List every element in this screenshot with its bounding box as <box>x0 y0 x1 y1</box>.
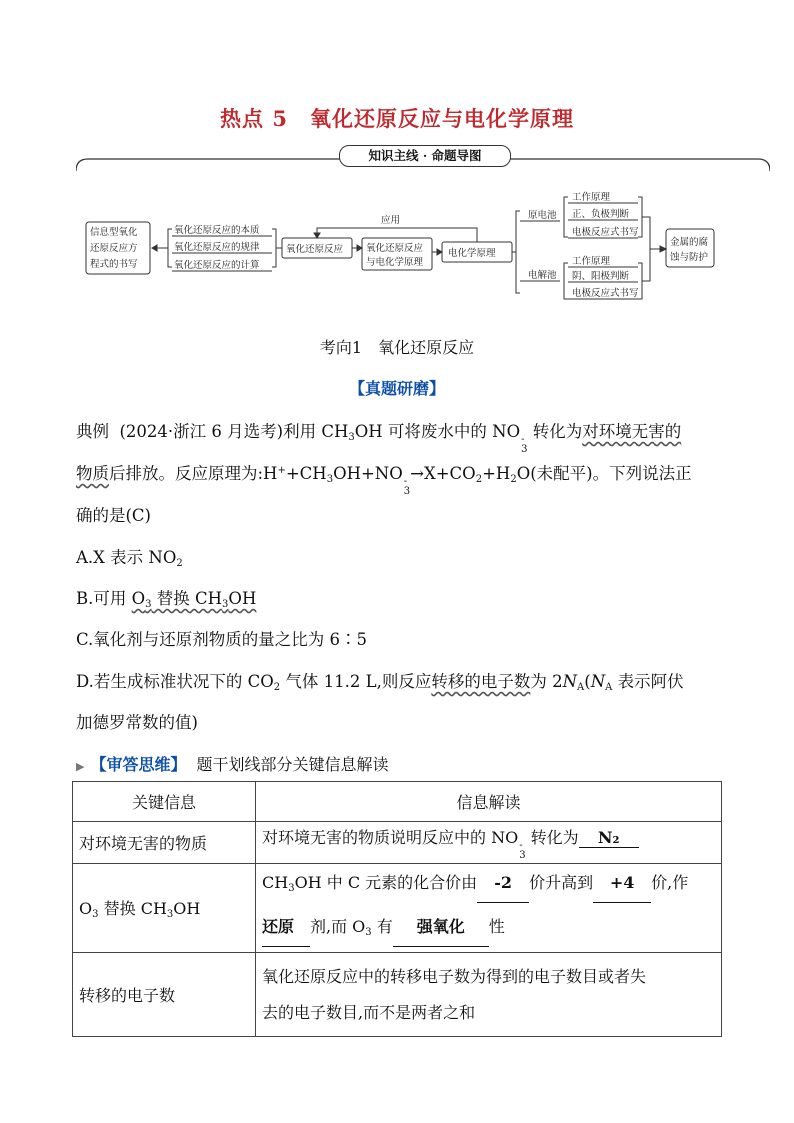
section-name: 氧化还原反应 <box>378 338 475 357</box>
row2-key: $O_3$ 替换 $CH_3OH$ <box>73 864 256 953</box>
row3-key: 转移的电子数 <box>73 953 256 1037</box>
row2-interpretation: $CH_3OH$ 中 C 元素的化合价由 -2 价升高到 +4 价,作 还原 剂,而 $O_3$ 有 强氧化 性 <box>256 864 722 953</box>
center-mid-line-1: 氧化还原反应 <box>366 243 424 254</box>
top-item-1: 工作原理 <box>572 192 611 203</box>
tag-label: 【真题研磨】 <box>348 379 445 398</box>
center-left-node: 氧化还原反应 <box>286 244 344 255</box>
bottom-item-3: 电极反应式书写 <box>572 288 639 299</box>
option-b-text: B.可用 <box>76 589 127 608</box>
right-box-line-1: 金属的腐 <box>670 237 709 248</box>
thinking-label: 【审答思维】 <box>90 755 187 774</box>
left-box-line-2: 还原反应方 <box>90 243 138 254</box>
branch-primary-cell: 原电池 <box>528 210 557 221</box>
section-title <box>0 335 794 358</box>
row2-key-text: 替换 <box>103 899 136 918</box>
row2-blank-3: 还原 <box>262 908 310 947</box>
left-item-2: 氧化还原反应的规律 <box>174 242 260 253</box>
row2-blank-1: -2 <box>477 864 529 903</box>
band-label: 知识主线 · 命题导图 <box>339 145 511 167</box>
question-stem-end: 确的是 <box>76 506 126 525</box>
center-mid-line-2: 与电化学原理 <box>366 257 424 268</box>
question-line-2: 物质后排放。反应原理为$:H^++CH_3OH+NO$ - 3 $\to X+CO_2+H_2O$(未配平)。下列说法正 <box>76 464 692 497</box>
row3-line-2: 去的电子数目,而不是两者之和 <box>262 1002 476 1022</box>
option-a: A.X 表示 $NO_2$ <box>76 548 183 569</box>
question-prefix: 典例 <box>76 422 109 441</box>
table-header-key: 关键信息 <box>73 782 256 822</box>
top-item-3: 电极反应式书写 <box>572 227 639 238</box>
section-number: 考向1 <box>319 338 363 357</box>
option-d-text: D.若生成标准状况下的 <box>76 672 243 691</box>
thinking-text: 题干划线部分关键信息解读 <box>196 755 389 774</box>
apply-label: 应用 <box>381 215 401 226</box>
option-d-cont: 加德罗常数的值) <box>76 713 198 732</box>
row3-interpretation <box>256 953 722 1037</box>
table-row <box>73 953 722 1037</box>
question-line-1: 典例 (2024·浙江 6 月选考)利用 $CH_3OH$ 可将废水中的 NO - 3 转化为对环境无害的 <box>76 422 682 455</box>
title-number: 热点 5 <box>220 106 288 131</box>
question-line-3 <box>76 502 151 526</box>
branch-electrolytic-cell: 电解池 <box>528 270 557 281</box>
triangle-icon: ▶ <box>76 760 85 773</box>
row1-interpretation: 对环境无害的物质说明反应中的 NO - 3 转化为 N₂ <box>256 822 722 864</box>
row3-line-1: 氧化还原反应中的转移电子数为得到的电子数目或者失 <box>262 966 647 986</box>
thinking-header <box>76 752 389 775</box>
option-c: C.氧化剂与还原剂物质的量之比为 6∶5 <box>76 630 368 649</box>
row2-blank-2: +4 <box>593 864 651 903</box>
row1-blank: N₂ <box>579 828 639 848</box>
mind-map <box>84 185 724 310</box>
table-row <box>73 864 722 953</box>
row2-blank-4: 强氧化 <box>393 908 489 947</box>
page-title <box>0 103 794 133</box>
question-source: (2024·浙江 6 月选考)利用 <box>119 422 317 441</box>
left-item-1: 氧化还原反应的本质 <box>174 225 260 236</box>
row1-key: 对环境无害的物质 <box>73 822 256 864</box>
question-answer: (C) <box>125 506 151 525</box>
option-d: D.若生成标准状况下的 $CO_2$ 气体 11.2 L,则反应转移的电子数为 $2N_A(N_A$ 表示阿伏 <box>76 672 684 693</box>
bottom-item-1: 工作原理 <box>572 256 611 267</box>
table-header-row <box>73 782 722 822</box>
option-a-text: A.X 表示 <box>76 548 144 567</box>
table-header-interpretation: 信息解读 <box>256 782 722 822</box>
center-right-node: 电化学原理 <box>448 248 496 259</box>
option-b: B.可用 $O_3$ 替换 $CH_3OH$ <box>76 589 257 610</box>
bottom-item-2: 阴、阳极判断 <box>572 271 630 282</box>
left-box-line-3: 程式的书写 <box>90 259 138 270</box>
top-item-2: 正、负极判断 <box>572 209 630 220</box>
left-box-line-1: 信息型氧化 <box>90 227 138 238</box>
right-box-line-2: 蚀与防护 <box>670 252 709 263</box>
key-info-table <box>72 781 722 1037</box>
title-text: 氧化还原反应与电化学原理 <box>309 106 574 131</box>
left-item-3: 氧化还原反应的计算 <box>174 260 260 271</box>
table-row <box>73 822 722 864</box>
